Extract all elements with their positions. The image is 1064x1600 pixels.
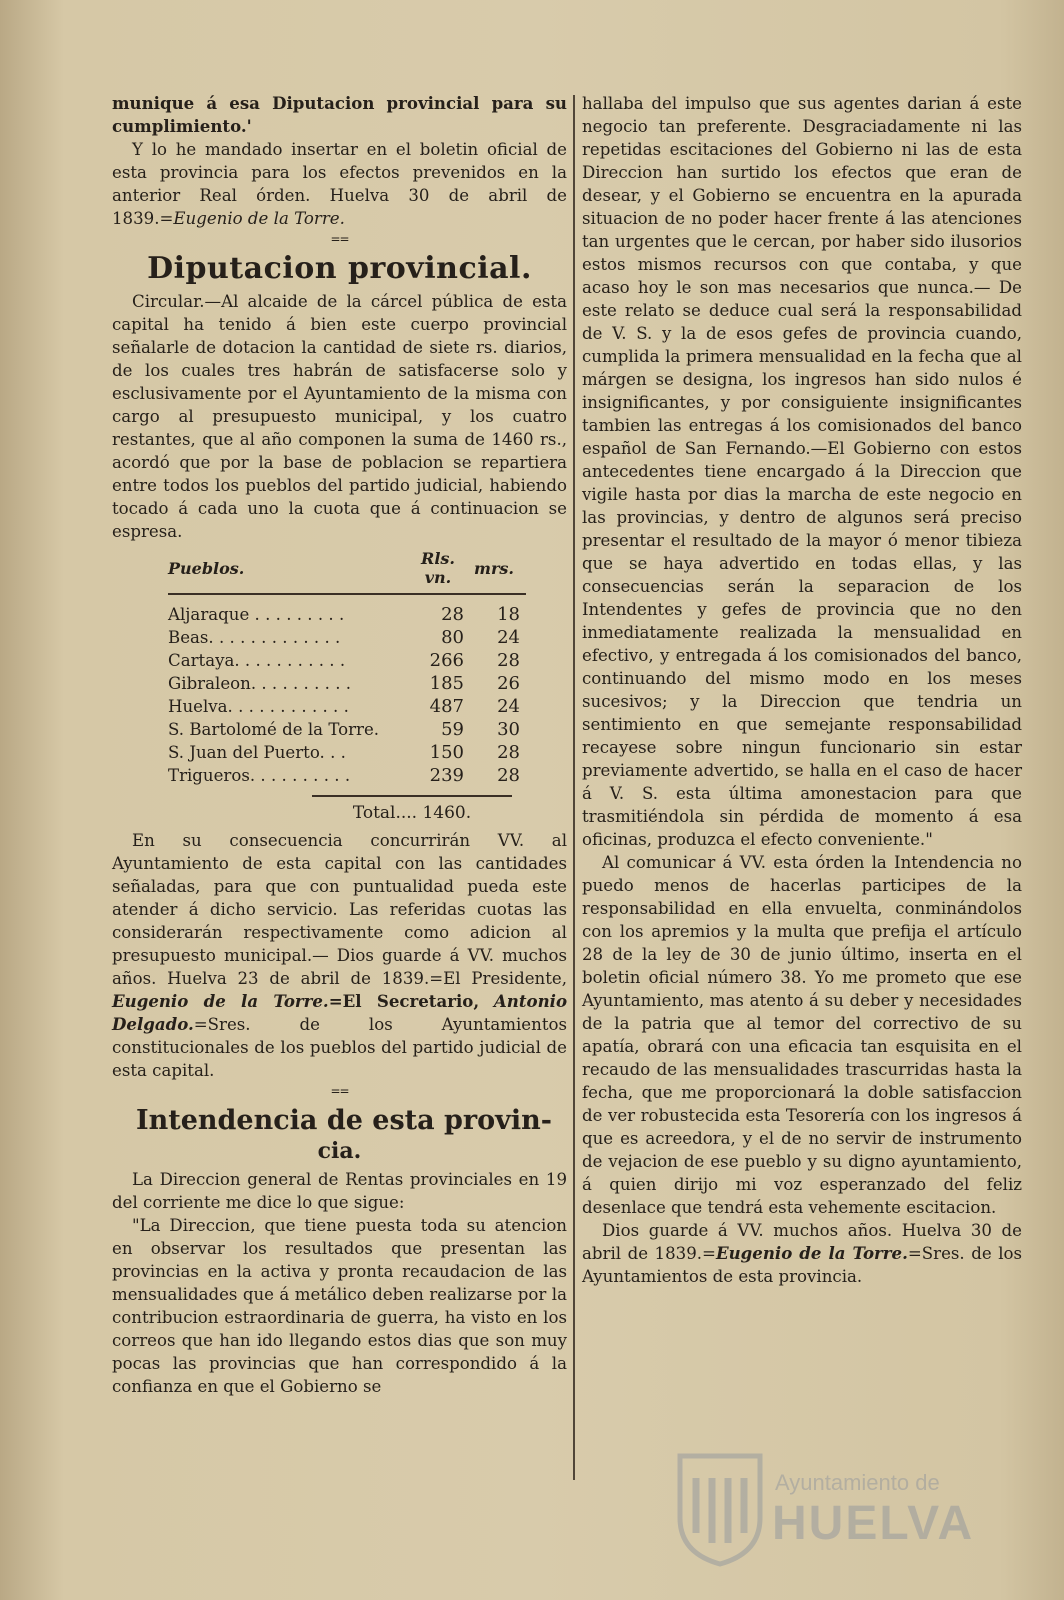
rls-value: 150 <box>429 742 464 763</box>
town-name: Cartaya. . . . . . . . . . . <box>168 651 346 670</box>
closing-signature: Eugenio de la Torre. <box>715 1243 908 1263</box>
table-row <box>168 718 526 741</box>
watermark-line-1: Ayuntamiento de <box>775 1470 940 1495</box>
mrs-value: 30 <box>497 719 520 740</box>
header-mrs: mrs. <box>474 558 514 578</box>
intro-signature: Eugenio de la Torre. <box>173 209 345 228</box>
intendencia-paragraph-1: La Direccion general de Rentas provinciales en 19 del corriente me dice lo que sigue: <box>112 1170 567 1212</box>
mrs-value: 24 <box>497 627 520 648</box>
town-name: S. Bartolomé de la Torre. <box>168 720 380 739</box>
town-name: Beas. . . . . . . . . . . . . <box>168 628 341 647</box>
mrs-value: 24 <box>497 696 520 717</box>
header-pueblos: Pueblos. <box>168 558 245 578</box>
town-name: Aljaraque . . . . . . . . . <box>168 605 345 624</box>
left-column <box>112 92 567 1398</box>
right-column <box>582 92 1022 1288</box>
intendencia-paragraph-2: "La Direccion, que tiene puesta toda su atencion en observar los resultados que presentan las provincias en la activa y pronta recaudacion de las mensualidades que á metálico deben realizarse por la contribucion estraordinaria de guerra, ha visto en los correos que han ido llegando estos dias que son muy pocas las provincias que han correspondido á la confianza en que el Gobierno se <box>112 1216 567 1396</box>
rls-value: 28 <box>441 604 464 625</box>
table-row <box>168 695 526 718</box>
comunicar-paragraph: Al comunicar á VV. esta órden la Intendencia no puedo menos de hacerlas participes de la responsabilidad en ella envuelta, conminándolos con los apremios y la multa que prefija el artículo 28 de la ley de 30 de junio último, inserta en el boletin oficial número 38. Yo me prometo que ese Ayuntamiento, mas atento á su deber y necesidades de la patria que al temor del correctivo de su apatía, obrará con una eficacia tan esquisita en el recaudo de las mensualidades trascurridas hasta la fecha, que me proporcionará la doble satisfaccion de ver robustecida esta Tesorería con los ingresos á que es acreedora, y el de no servir de instrumento de vejacion de ese pueblo y su digno ayuntamiento, á quien dirijo mi voz esperanzado del feliz desenlace que tendrá esta vehemente escitacion. <box>582 853 1022 1217</box>
circular-paragraph: Circular.—Al alcaide de la cárcel pública de esta capital ha tenido á bien este cuerpo provincial señalarle de dotacion la cantidad de siete rs. diarios, de los cuales tres habrán de satisfacerse solo y esclusivamente por el Ayuntamiento de la misma con cargo al presupuesto municipal, y los cuatro restantes, que al año componen la suma de 1460 rs., acordó que por la base de poblacion se repartiera entre todos los pueblos del partido judicial, habiendo tocado á cada uno la cuota que á continuacion se espresa. <box>112 292 567 541</box>
section-heading-diputacion: Diputacion provincial. <box>147 251 532 286</box>
separator: == <box>330 232 349 246</box>
mrs-value: 28 <box>497 742 520 763</box>
president-signature: Eugenio de la Torre. <box>112 991 329 1011</box>
table-row <box>168 741 526 764</box>
town-name: Huelva. . . . . . . . . . . . <box>168 697 349 716</box>
town-name: S. Juan del Puerto. . . <box>168 743 346 762</box>
rls-value: 80 <box>441 627 464 648</box>
section-heading-intendencia: Intendencia de esta provin- <box>136 1105 552 1136</box>
table-row <box>168 764 526 787</box>
consequence-paragraph: En su consecuencia concurrirán VV. al Ayuntamiento de esta capital con las cantidades señaladas, para que con puntualidad pueda este atender á dicho servicio. Las referidas cuotas las considerarán respectivamente como adicion al presupuesto municipal.— Dios guarde á VV. muchos años. Huelva 23 de abril de 1839.=El Presidente, Eugenio de la Torre.=El Secretario, Antonio Delgado.=Sres. de los Ayuntamientos constitucionales de los pueblos del partido judicial de esta capital. <box>112 831 568 1080</box>
quota-table <box>168 547 526 787</box>
rls-value: 266 <box>429 650 464 671</box>
rls-value: 185 <box>429 673 464 694</box>
shield-icon <box>670 1448 770 1568</box>
column-divider <box>573 95 575 1480</box>
closing-paragraph: Dios guarde á VV. muchos años. Huelva 30 de abril de 1839.=Eugenio de la Torre.=Sres. de los Ayuntamientos de esta provincia. <box>582 1221 1023 1286</box>
rls-value: 239 <box>429 765 464 786</box>
rls-value: 487 <box>429 696 464 717</box>
town-name: Trigueros. . . . . . . . . . <box>168 766 351 785</box>
direccion-continued-paragraph: hallaba del impulso que sus agentes darian á este negocio tan preferente. Desgraciadamente ni las repetidas escitaciones del Gobierno ni las de esta Direccion han surtido los efectos que eran de desear, y el Gobierno se encuentra en la apurada situacion de no poder hacer frente á las atenciones tan urgentes que le cercan, por haber sido ilusorios estos mismos recursos con que contaba, y que acaso hoy le son mas necesarios que nunca.— De este relato se deduce cual será la responsabilidad de V. S. y la de esos gefes de provincia cuando, cumplida la primera mensualidad en la fecha que al márgen se designa, los ingresos han sido nulos é insignificantes, y por consiguiente insignificantes tambien las entregas á los comisionados del banco español de San Fernando.—El Gobierno con estos antecedentes tiene encargado á la Direccion que vigile hasta por dias la marcha de este negocio en las provincias, y dentro de algunos será preciso presentar el resultado de la mayor ó menor tibieza que se haya advertido en todas ellas, y las consecuencias serán la separacion de los Intendentes y gefes de provincia que no den inmediatamente realizada la mensualidad en efectivo, y entregada á los comisionados del banco, continuando del mismo modo en los meses sucesivos; y la Direccion que tendria un sentimiento en que semejante responsabilidad recayese sobre ningun funcionario sin estar previamente advertido, se halla en el caso de hacer á V. S. esta última amonestacion para que trasmitiéndola sin pérdida de momento á esa oficinas, produzca el efecto conveniente." <box>582 94 1022 849</box>
mrs-value: 18 <box>497 604 520 625</box>
rls-value: 59 <box>441 719 464 740</box>
mrs-value: 26 <box>497 673 520 694</box>
table-row <box>168 603 526 626</box>
separator: == <box>330 1084 349 1098</box>
intro-paragraph-1: munique á esa Diputacion provincial para su cumplimiento.' <box>112 93 567 136</box>
mrs-value: 28 <box>497 765 520 786</box>
header-rls: Rls. vn. <box>421 549 455 587</box>
table-row <box>168 672 526 695</box>
archive-watermark <box>650 1440 1020 1590</box>
table-rule <box>168 594 526 603</box>
section-heading-intendencia-cont: cia. <box>317 1138 362 1164</box>
mrs-value: 28 <box>497 650 520 671</box>
intro-paragraph-2: Y lo he mandado insertar en el boletin oficial de esta provincia para los efectos prevenidos en la anterior Real órden. Huelva 30 de abril de 1839.=Eugenio de la Torre. <box>112 140 567 228</box>
table-total: Total.... 1460. <box>312 795 512 825</box>
town-name: Gibraleon. . . . . . . . . . <box>168 674 352 693</box>
secretary-signature: Antonio Delgado. <box>112 991 568 1034</box>
table-row <box>168 649 526 672</box>
table-row <box>168 626 526 649</box>
table-header-row <box>168 547 526 594</box>
watermark-line-2: HUELVA <box>772 1497 975 1550</box>
